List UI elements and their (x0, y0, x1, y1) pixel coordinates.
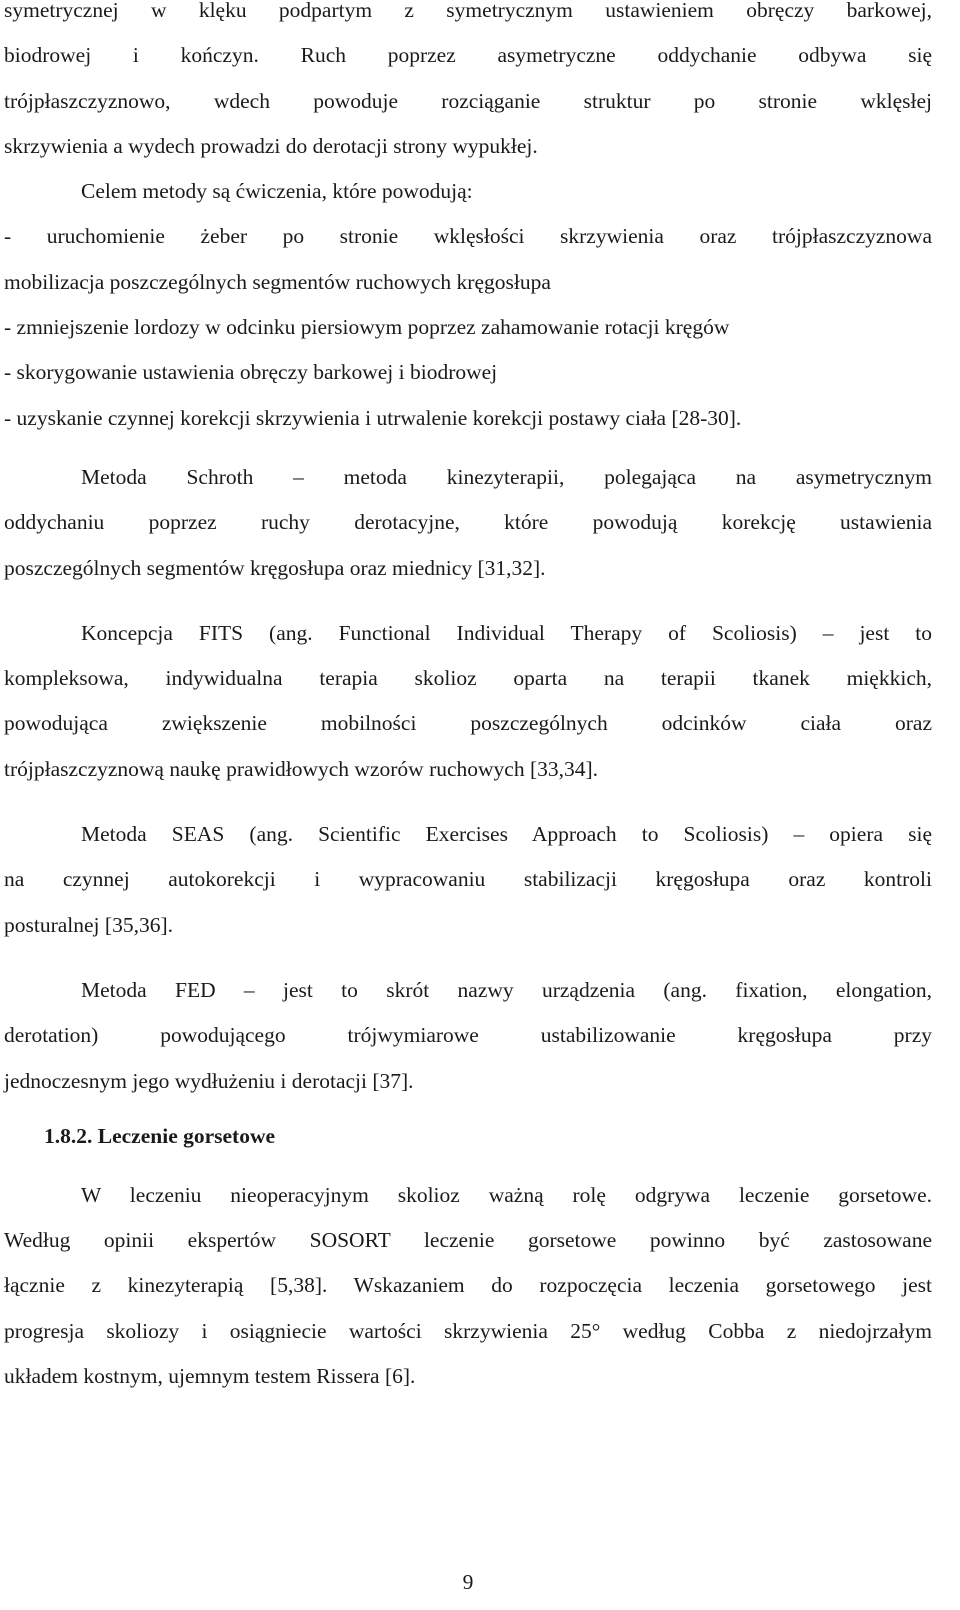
list-item: - skorygowanie ustawienia obręczy barkowej i biodrowej (4, 360, 498, 385)
list-item: - uruchomienie żeber po stronie wklęsłości skrzywienia oraz trójpłaszczyznowa (4, 224, 932, 249)
text-line: trójpłaszczyznowo, wdech powoduje rozciąganie struktur po stronie wklęsłej (4, 88, 932, 113)
text-line: Koncepcja FITS (ang. Functional Individual Therapy of Scoliosis) – jest to (81, 620, 932, 645)
text-line: symetrycznej w klęku podpartym z symetrycznym ustawieniem obręczy barkowej, (4, 0, 932, 22)
text-line: na czynnej autokorekcji i wypracowaniu stabilizacji kręgosłupa oraz kontroli (4, 867, 932, 892)
text-line: Metoda Schroth – metoda kinezyterapii, polegająca na asymetrycznym (81, 464, 932, 489)
text-line: biodrowej i kończyn. Ruch poprzez asymetryczne oddychanie odbywa się (4, 43, 932, 68)
text-line: Metoda FED – jest to skrót nazwy urządzenia (ang. fixation, elongation, (81, 977, 932, 1002)
text-line: progresja skoliozy i osiągniecie wartości skrzywienia 25° według Cobba z niedojrzałym (4, 1318, 932, 1343)
page-number: 9 (462, 1570, 474, 1594)
text-line: derotation) powodującego trójwymiarowe ustabilizowanie kręgosłupa przy (4, 1023, 932, 1048)
list-item: - zmniejszenie lordozy w odcinku piersiowym poprzez zahamowanie rotacji kręgów (4, 315, 730, 340)
spacer (4, 948, 932, 968)
text-line: skrzywienia a wydech prowadzi do derotacji strony wypukłej. (4, 133, 538, 158)
document-page (4, 0, 932, 1399)
text-line: mobilizacja poszczególnych segmentów ruchowych kręgosłupa (4, 269, 551, 294)
text-line: powodująca zwiększenie mobilności poszczególnych odcinków ciała oraz (4, 711, 932, 736)
text-line: Celem metody są ćwiczenia, które powodują: (81, 179, 473, 204)
text-line: posturalnej [35,36]. (4, 912, 173, 937)
paragraph-fed (4, 968, 932, 1104)
text-line: oddychaniu poprzez ruchy derotacyjne, które powodują korekcję ustawienia (4, 510, 932, 535)
paragraph-seas (4, 812, 932, 948)
paragraph-positioning (4, 0, 932, 169)
paragraph-fits (4, 611, 932, 792)
spacer (4, 441, 932, 455)
section-heading: 1.8.2. Leczenie gorsetowe (44, 1123, 276, 1148)
paragraph-method-goals (4, 169, 932, 441)
spacer (4, 591, 932, 611)
text-line: W leczeniu nieoperacyjnym skolioz ważną rolę odgrywa leczenie gorsetowe. (81, 1182, 932, 1207)
text-line: kompleksowa, indywidualna terapia skolioz oparta na terapii tkanek miękkich, (4, 666, 932, 691)
text-line: Metoda SEAS (ang. Scientific Exercises Approach to Scoliosis) – opiera się (81, 822, 932, 847)
text-line: trójpłaszczyznową naukę prawidłowych wzorów ruchowych [33,34]. (4, 756, 599, 781)
paragraph-schroth (4, 455, 932, 591)
list-item: - uzyskanie czynnej korekcji skrzywienia i utrwalenie korekcji postawy ciała [28-30]. (4, 405, 742, 430)
text-line: łącznie z kinezyterapią [5,38]. Wskazaniem do rozpoczęcia leczenia gorsetowego jest (4, 1273, 932, 1298)
text-line: poszczególnych segmentów kręgosłupa oraz miednicy [31,32]. (4, 555, 546, 580)
text-line: układem kostnym, ujemnym testem Rissera [6]. (4, 1364, 416, 1389)
text-line: Według opinii ekspertów SOSORT leczenie gorsetowe powinno być zastosowane (4, 1228, 932, 1253)
spacer (4, 792, 932, 812)
paragraph-brace-treatment (4, 1173, 932, 1399)
text-line: jednoczesnym jego wydłużeniu i derotacji [37]. (4, 1068, 414, 1093)
